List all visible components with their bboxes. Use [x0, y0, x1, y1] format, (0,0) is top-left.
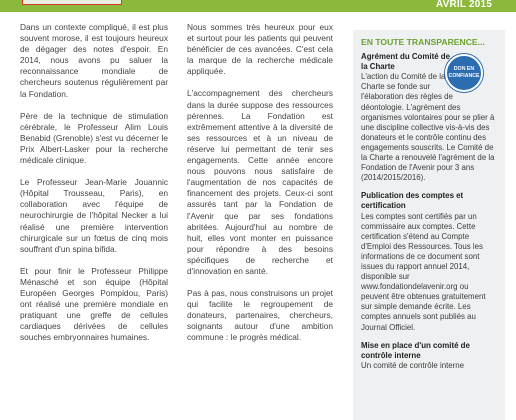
paragraph: L'accompagnement des chercheurs dans la durée suppose des ressources pérennes. La Fondation est extrêmement attentive à la diversité de ses ressources et à un niveau de réserve lui permettant de tenir ses engagements. Cette année encore nous pouvons nous satisfaire de l'augmentation de nos capacités de financement des projets. Ceux-ci sont assurés tant par la Fondation de l'Avenir que par ses fondations abritées. Aujourd'hui au nombre de huit, elles vont monter en puissance pour répondre à des besoins spécifiques de recherche et d'innovation en santé. [187, 88, 333, 276]
section-text-charter: l'élaboration des règles de déontologie. L'agrément des organismes volontaires pour se plier à une discipline collective vis-à-vis des donateurs et le contrôle continu des engagements souscrits. Le Comité de la Charte a renouvelé l'agrément de la Fondation de l'Avenir pour 3 ans (2014/2015/2016). [361, 92, 495, 183]
paragraph: Nous sommes très heureux pour eux et surtout pour les patients qui peuvent bénéficier de ces avancées. C'est cela la marque de la recherche médicale appliquée. [187, 22, 333, 77]
section-heading-control: Mise en place d'un comité de contrôle interne [361, 340, 470, 360]
paragraph: Le Professeur Jean-Marie Jouannic (Hôpital Trousseau, Paris), en collaboration avec l'équipe de neurochirurgie de l'hôpital Necker a lui réalisé une première intervention chirurgicale sur un fœtus de cinq mois souffrant d'un spina bifida. [20, 177, 168, 254]
section-text-control: Un comité de contrôle interne [361, 360, 465, 370]
article-column-1 [20, 22, 168, 354]
section-text-charter-intro: L'action du Comité de la Charte se fonde sur [361, 72, 446, 92]
sidebar-title: EN TOUTE TRANSPARENCE... [361, 37, 485, 47]
paragraph: Pas à pas, nous construisons un projet qui facilite le regroupement de donateurs, partenaires, chercheurs, soignants autour d'une ambition commune : le progrès médical. [187, 288, 333, 343]
section-heading-charter: Agrément du Comité de la Charte [361, 52, 450, 72]
paragraph: Et pour finir le Professeur Philippe Ménasché et son équipe (Hôpital Européen Georges Pompidou, Paris) ont réalisé une première mondiale en pratiquant une greffe de cellules cardiaques dérivées de cellules souches embryonnaires humaines. [20, 265, 168, 343]
transparency-sidebar [353, 30, 505, 420]
logo-strip [22, 0, 122, 5]
paragraph: Dans un contexte compliqué, il est plus souvent morose, il est toujours heureux de dégager des notes d'espoir. En 2014, nous avons pu saluer la reconnaissance mondiale de chercheurs soutenus régulièrement par la Fondation. [20, 22, 168, 99]
section-heading-accounts: Publication des comptes et certification [361, 191, 464, 211]
badge-line-1: DON EN [453, 66, 475, 72]
don-en-confiance-badge-icon [445, 54, 483, 92]
paragraph: Père de la technique de stimulation cérébrale, le Professeur Alim Louis Benabid (Grenoble) s'est vu décerner le Prix Albert-Lasker pour la recherche médicale clinique. [20, 110, 168, 166]
issue-date: AVRIL 2015 [435, 0, 492, 10]
section-text-accounts: Les comptes sont certifiés par un commissaire aux comptes. Cette certification s'étend au Compte d'Emploi des Ressources. Tous les informations de ce document sont issues du rapport annuel 2014, disponible sur www.fondationdelavenir.org ou peuvent être obtenues gratuitement sur simple demande écrite. Les comptes annuels sont publiés au Journal Officiel. [361, 211, 486, 332]
article-column-2 [187, 22, 333, 355]
top-banner [0, 0, 516, 12]
badge-line-2: CONFIANCE [448, 73, 480, 79]
